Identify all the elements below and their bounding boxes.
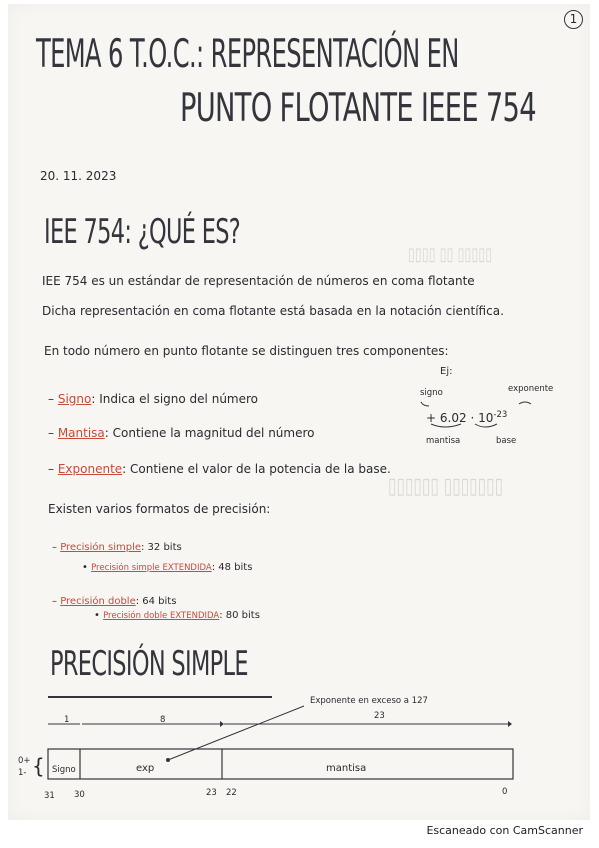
component-label: Signo: [57, 392, 92, 406]
formats-intro: Existen varios formatos de precisión:: [48, 502, 271, 516]
format-value: : 80 bits: [219, 610, 260, 621]
bit-31: 31: [44, 791, 55, 801]
component-label: Exponente: [57, 462, 123, 476]
example-sign: +: [426, 411, 437, 425]
example-braces: [413, 400, 563, 432]
bit-23: 23: [206, 788, 217, 798]
format-value: : 48 bits: [211, 562, 253, 573]
bit-30: 30: [74, 790, 85, 800]
mant-field-label: mantisa: [326, 763, 367, 774]
exp-field-label: exp: [136, 763, 155, 774]
format-simple-extended: • Precisión simple EXTENDIDA: 48 bits: [82, 562, 253, 573]
heading-underline: [48, 696, 272, 698]
component-text: : Contiene el valor de la potencia de la base.: [122, 462, 391, 476]
sign-map-positive: 0+: [18, 756, 31, 766]
example-signo-label: signo: [420, 388, 443, 398]
format-label: Precisión simple EXTENDIDA: [91, 563, 212, 573]
component-label: Mantisa: [57, 426, 105, 440]
component-text: : Indica el signo del número: [91, 392, 259, 406]
format-value: : 64 bits: [135, 596, 177, 607]
paragraph-scientific-notation: Dicha representación en coma flotante está basada en la notación científica.: [42, 304, 504, 318]
example-base-label: base: [496, 436, 517, 446]
format-label: Precisión simple: [60, 542, 141, 553]
mant-width-label: 23: [374, 711, 385, 721]
note-pointer-dot: [166, 758, 170, 762]
section-heading-simple-precision: PRECISIÓN SIMPLE: [50, 644, 248, 684]
format-double: – Precisión doble: 64 bits: [52, 596, 177, 607]
sign-width-label: 1: [64, 715, 70, 725]
example-base: 10: [478, 411, 494, 425]
example-mantissa: 6.02: [439, 411, 467, 425]
example-label: Ej:: [440, 366, 453, 377]
format-simple: – Precisión simple: 32 bits: [52, 542, 182, 553]
format-label: Precisión doble EXTENDIDA: [103, 611, 220, 621]
example-mantisa-label: mantisa: [426, 436, 461, 446]
sign-map-brace: {: [32, 754, 45, 778]
paragraph-components-intro: En todo número en punto flotante se distinguen tres componentes:: [44, 344, 449, 358]
format-double-extended: • Precisión doble EXTENDIDA: 80 bits: [94, 610, 260, 621]
format-label: Precisión doble: [60, 596, 136, 607]
component-signo: – Signo: Indica el signo del número: [48, 392, 259, 406]
example-dot: ·: [470, 411, 475, 425]
component-exponente: – Exponente: Contiene el valor de la potencia de la base.: [48, 462, 391, 476]
paragraph-definition: IEE 754 es un estándar de representación de números en coma flotante: [42, 274, 475, 288]
exp-width-label: 8: [160, 715, 166, 725]
bit-0: 0: [502, 787, 508, 797]
example-exp: -23: [493, 410, 508, 420]
date: 20. 11. 2023: [40, 169, 117, 183]
sign-map-negative: 1-: [18, 768, 27, 778]
component-mantisa: – Mantisa: Contiene la magnitud del número: [48, 426, 315, 440]
bit-box-outline: [48, 749, 513, 779]
section-heading-iee754: IEE 754: ¿QUÉ ES?: [44, 212, 241, 252]
page-title-line2: PUNTO FLOTANTE IEEE 754: [180, 86, 536, 131]
format-value: : 32 bits: [141, 542, 182, 553]
component-text: : Contiene la magnitud del número: [104, 426, 315, 440]
notebook-page: [8, 4, 590, 820]
bit-22: 22: [226, 788, 237, 798]
bleed-through-text: ▯▯▯▯ ▯▯ ▯▯▯▯▯: [408, 244, 493, 265]
page-title-line1: TEMA 6 T.O.C.: REPRESENTACIÓN EN: [36, 32, 459, 77]
exponent-bias-note: Exponente en exceso a 127: [310, 696, 428, 706]
note-pointer-line: [168, 706, 304, 760]
scanner-watermark: Escaneado con CamScanner: [426, 824, 583, 837]
sign-field-label: Signo: [52, 765, 76, 775]
bleed-through-text: ▯▯▯▯▯▯ ▯▯▯▯▯▯▯: [388, 474, 504, 499]
page-number: 1: [564, 10, 583, 29]
example-exponente-label: exponente: [508, 384, 554, 394]
